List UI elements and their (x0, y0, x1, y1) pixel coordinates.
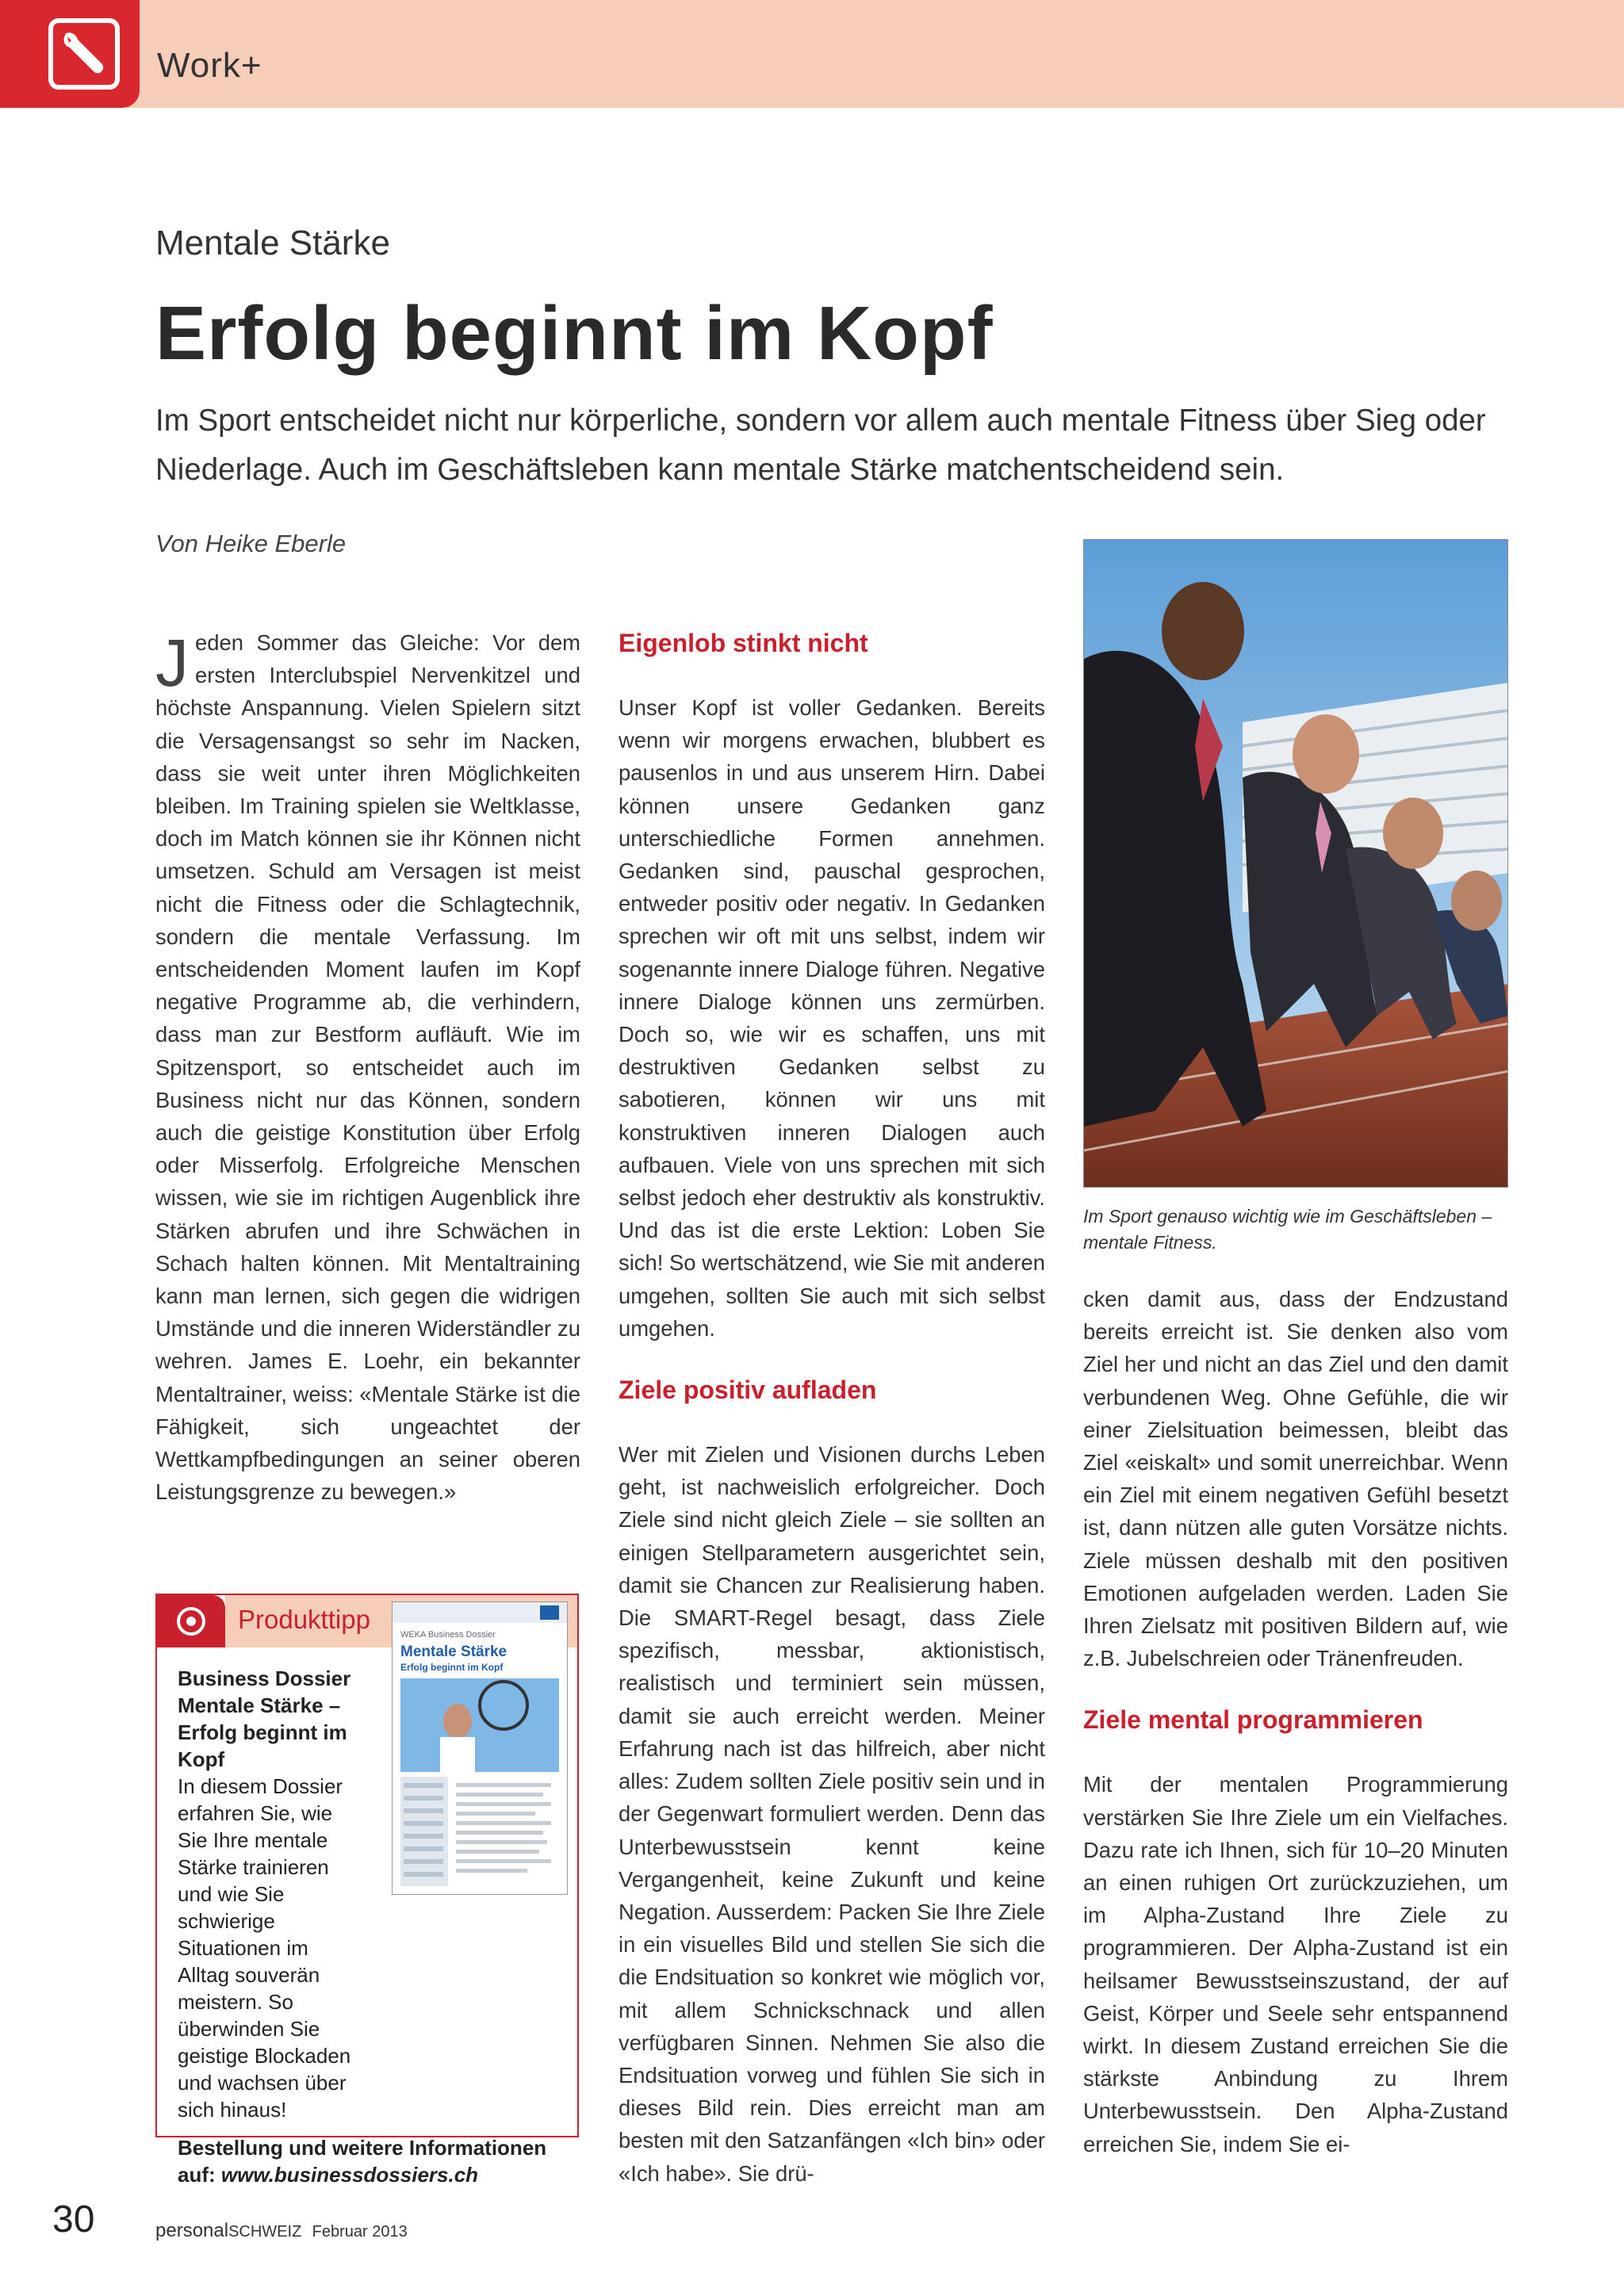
section-title: Work+ (157, 46, 262, 85)
paragraph-ziele-aufladen: Wer mit Zielen und Visionen durchs Leben geht, ist nachweislich erfolgreicher. Doch Ziele sind nicht gleich Ziele – sie sollten an einigen Stellparametern ausgerichtet sein, damit sie Chancen zur Realisierung haben. Die SMART-Regel besagt, dass Ziele spezifisch, messbar, aktionistisch, realistisch und terminiert sein müssen, damit sie auch erreicht werden. Meiner Erfahrung nach ist das hilfreich, aber nicht alles: Zudem sollten Ziele positiv sein und in der Gegenwart formuliert werden. Denn das Unterbewusstsein kennt keine Vergangenheit, keine Zukunft und keine Negation. Ausserdem: Packen Sie Ihre Ziele in ein visuelles Bild und stellen Sie sich die die Endsituation so konkret wie möglich vor, mit allem Schnickschnack und allen verfügbaren Sinnen. Nehmen Sie also die Endsituation vorweg und fühlen Sie sich in dieses Bild rein. Dies erreicht man am besten mit den Satzanfängen «Ich bin» oder «Ich habe». Sie drü- (619, 1442, 1045, 2186)
column-1 (155, 626, 580, 1508)
paragraph-programmieren: Mit der mentalen Programmierung verstärken Sie Ihre Ziele um ein Vielfaches. Dazu rate ich Ihnen, sich für 10–20 Minuten an einen ruhigen Ort zurückzuziehen, um im Alpha-Zustand Ihre Ziele zu programmieren. Der Alpha-Zustand ist ein heilsamer Bewusstseinszustand, der auf Geist, Körper und Seele sehr entspannend wirkt. In diesem Zustand erreichen Sie die stärkste Anbindung zu Ihrem Unterbewusstsein. Den Alpha-Zustand erreichen Sie, indem Sie ei- (1083, 1772, 1508, 2156)
article-kicker: Mentale Stärke (155, 224, 390, 262)
section-header (0, 0, 1624, 108)
article-title: Erfolg beginnt im Kopf (155, 291, 994, 376)
article-lead: Im Sport entscheidet nicht nur körperliche, sondern vor allem auch mentale Fitness über Sieg oder Niederlage. Auch im Geschäftsleben kann mentale Stärke matchentscheidend sein. (155, 404, 1486, 487)
book-title: Mentale Stärke (400, 1644, 508, 1660)
photo-caption: Im Sport genauso wichtig wie im Geschäftsleben – mentale Fitness. (1083, 1206, 1492, 1253)
product-tip-title: Business Dossier Mentale Stärke – Erfolg beginnt im Kopf (178, 1667, 351, 1771)
page-number: 30 (52, 2198, 95, 2241)
paragraph-continuation: cken damit aus, dass der Endzustand bereits erreicht ist. Sie denken also vom Ziel her und nicht an das Ziel und den damit verbundenen Weg. Ohne Gefühle, die wir einer Zielsituation beimessen, bleibt das Ziel «eiskalt» und somit unerreichbar. Wenn ein Ziel mit einem negativen Gefühl besetzt ist, dann nützen alle guten Vorsätze nichts. Ziele müssen deshalb mit den positiven Emotionen aufgeladen werden. Laden Sie Ihren Zielsatz mit positiven Bildern auf, wie z.B. Jubelschreien oder Tränenfreuden. (1083, 1287, 1508, 1671)
magazine-footer: personalSCHWEIZ Februar 2013 (155, 2220, 408, 2241)
photo-businessmen-starting-blocks (1084, 540, 1508, 1188)
product-tip-order: Bestellung und weitere Informationen auf: www.businessdossiers.ch (178, 2136, 547, 2187)
article-photo (1083, 539, 1508, 1188)
subheading-eigenlob: Eigenlob stinkt nicht (619, 629, 868, 657)
book-publisher: WEKA Business Dossier (400, 1630, 496, 1640)
column-3 (1083, 1283, 1508, 2160)
column-2 (619, 626, 1045, 2190)
drop-cap: J (155, 626, 189, 700)
subheading-ziele-aufladen: Ziele positiv aufladen (619, 1376, 877, 1405)
wrench-icon (48, 17, 121, 90)
paragraph-intro: Jeden Sommer das Gleiche: Vor dem ersten Interclubspiel Nervenkitzel und höchste Anspannung. Vielen Spielern sitzt die Versagensangst so sehr im Nacken, dass sie weit unter ihren Möglichkeiten bleiben. Im Training spielen sie Weltklasse, doch im Match können sie ihr Können nicht umsetzen. Schuld am Versagen ist meist nicht die Fitness oder die Schlagtechnik, sondern die mentale Verfassung. Im entscheidenden Moment laufen im Kopf negative Programme ab, die verhindern, dass man zur Bestform aufläuft. Wie im Spitzensport, so entscheidet auch im Business nicht nur das Können, sondern auch die geistige Konstitution über Erfolg oder Misserfolg. Erfolgreiche Menschen wissen, wie sie im richtigen Augenblick ihre Stärken abrufen und ihre Schwächen in Schach halten können. Mit Mentaltraining kann man lernen, sich gegen die widrigen Umstände und die inneren Widerständler zu wehren. James E. Loehr, ein bekannter Mentaltrainer, weiss: «Mentale Stärke ist die Fähigkeit, sich ungeachtet der Wettkampfbedingungen an seiner oberen Leistungsgrenze zu bewegen.» (155, 626, 580, 1505)
section-tab (0, 0, 140, 108)
paragraph-eigenlob: Unser Kopf ist voller Gedanken. Bereits wenn wir morgens erwachen, blubbert es pausenlos in und aus unserem Hirn. Dabei können unsere Gedanken ganz unterschiedliche Formen annehmen. Gedanken sind, pauschal gesprochen, entweder positiv oder negativ. In Gedanken sprechen wir oft mit uns selbst, indem wir sogenannte innere Dialoge führen. Negative innere Dialoge können uns zermürben. Doch so, wie wir es schaffen, uns mit destruktiven Gedanken selbst zu sabotieren, können wir uns mit konstruktiven inneren Dialogen auch aufbauen. Viele von uns sprechen mit sich selbst jedoch eher destruktiv als konstruktiv. Und das ist die erste Lektion: Loben Sie sich! So wertschätzend, wie Sie mit anderen umgehen, sollten Sie auch mit sich selbst umgehen. (619, 695, 1045, 1341)
product-tip-text: In diesem Dossier erfahren Sie, wie Sie Ihre mentale Stärke trainieren und wie Sie schwierige Situationen im Alltag souverän meistern. So überwinden Sie geistige Blockaden und wachsen über sich hinaus! (178, 1774, 351, 2122)
product-tip-link[interactable]: www.businessdossiers.ch (220, 2163, 479, 2187)
subheading-programmieren: Ziele mental programmieren (1083, 1705, 1423, 1735)
product-tip-box (155, 1594, 579, 2187)
book-subtitle: Erfolg beginnt im Kopf (400, 1662, 504, 1673)
product-tip-body (178, 1665, 557, 2188)
target-icon (157, 1595, 225, 1647)
product-tip-label: Produkttipp (238, 1605, 370, 1634)
article-byline: Von Heike Eberle (155, 530, 347, 557)
